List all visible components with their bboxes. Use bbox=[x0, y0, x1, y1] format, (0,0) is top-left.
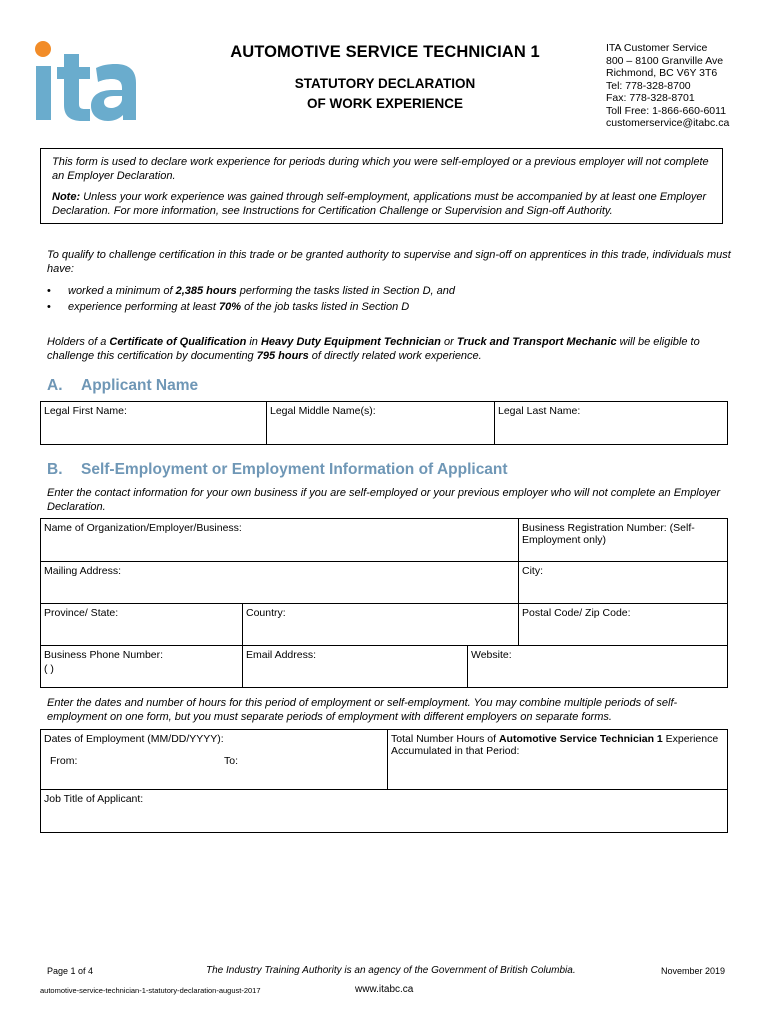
contact-line: 800 – 8100 Granville Ave bbox=[606, 54, 724, 67]
text: of directly related work experience. bbox=[308, 350, 482, 362]
text: worked a minimum of bbox=[68, 285, 176, 297]
field-label: Postal Code/ Zip Code: bbox=[522, 607, 631, 619]
applicant-name-table bbox=[40, 401, 728, 445]
section-b-instructions: Enter the contact information for your own business if you are self-employed or your previous employer who will not complete an Employer Declaration. bbox=[47, 487, 721, 513]
section-letter: B. bbox=[47, 461, 63, 478]
business-phone-field[interactable] bbox=[41, 646, 243, 688]
contact-line: Tel: 778-328-8700 bbox=[606, 79, 691, 92]
field-label: Website: bbox=[471, 649, 512, 661]
contact-email-link[interactable]: customerservice@itabc.ca bbox=[606, 117, 730, 129]
bold-text: Truck and Transport Mechanic bbox=[456, 336, 617, 348]
website-link[interactable]: www.itabc.ca bbox=[355, 984, 414, 995]
text: Total Number Hours of bbox=[391, 733, 499, 745]
dates-of-employment-field[interactable] bbox=[41, 730, 388, 790]
requirements-list bbox=[47, 284, 727, 316]
text: experience performing at least bbox=[68, 301, 220, 313]
section-title: Self-Employment or Employment Information of Applicant bbox=[81, 461, 508, 478]
contact-line: Toll Free: 1-866-660-6011 bbox=[606, 104, 727, 117]
city-field[interactable] bbox=[519, 562, 728, 604]
field-label: Province/ State: bbox=[44, 607, 119, 619]
total-hours-field[interactable] bbox=[388, 730, 728, 790]
intro-box bbox=[40, 148, 723, 224]
field-label: Country: bbox=[246, 607, 286, 619]
field-label: Business Registration Number: (Self-Employment only) bbox=[522, 522, 695, 546]
bold-text: Heavy Duty Equipment Technician bbox=[260, 336, 441, 348]
text: will be eligible to challenge this certification by documenting bbox=[47, 336, 700, 362]
legal-middle-name-field[interactable] bbox=[267, 402, 495, 445]
contact-table bbox=[40, 645, 728, 688]
to-label: To: bbox=[224, 755, 239, 767]
text: Holders of a bbox=[47, 336, 110, 348]
section-letter: A. bbox=[47, 377, 63, 394]
ita-logo bbox=[30, 40, 145, 122]
revision-date: November 2019 bbox=[661, 966, 726, 976]
website-field[interactable] bbox=[468, 646, 728, 688]
mailing-address-field[interactable] bbox=[41, 562, 519, 604]
intro-note bbox=[52, 190, 714, 218]
contact-line: Fax: 778-328-8701 bbox=[606, 92, 695, 104]
organization-name-field[interactable] bbox=[41, 519, 519, 562]
form-subtitle bbox=[160, 74, 610, 114]
agency-statement: The Industry Training Authority is an agency of the Government of British Columbia. bbox=[206, 965, 576, 976]
contact-block bbox=[606, 42, 766, 130]
location-table bbox=[40, 603, 728, 646]
text: in bbox=[246, 336, 261, 348]
file-name: automotive-service-technician-1-statutory-declaration-august-2017 bbox=[40, 986, 261, 995]
bold-text: 795 hours bbox=[256, 350, 309, 362]
field-label: Legal Middle Name(s): bbox=[270, 405, 376, 417]
field-label: Email Address: bbox=[246, 649, 317, 661]
requirement-item bbox=[47, 300, 727, 314]
text: Experience Accumulated in that Period: bbox=[391, 733, 719, 757]
bold-text: Certificate of Qualification bbox=[109, 336, 247, 348]
contact-line: Richmond, BC V6Y 3T6 bbox=[606, 67, 718, 79]
email-address-field[interactable] bbox=[243, 646, 468, 688]
field-label: Job Title of Applicant: bbox=[44, 793, 144, 805]
field-label: Dates of Employment (MM/DD/YYYY): bbox=[44, 733, 224, 745]
area-code-parens: ( ) bbox=[44, 663, 54, 675]
employer-info-table bbox=[40, 518, 728, 562]
form-title: AUTOMOTIVE SERVICE TECHNICIAN 1 bbox=[230, 43, 540, 61]
holders-text bbox=[47, 335, 737, 363]
note-text: Unless your work experience was gained through self-employment, applications must be accompanied by at least one Employer Declaration. For more information, see Instructions for Certification Challenge or Supervision and Sign-off Authority. bbox=[52, 191, 707, 217]
requirement-item bbox=[47, 284, 727, 298]
subtitle-line-2: OF WORK EXPERIENCE bbox=[306, 96, 463, 111]
hours-value: 2,385 hours bbox=[175, 285, 237, 297]
subtitle-line-1: STATUTORY DECLARATION bbox=[294, 76, 476, 91]
page-number: Page 1 of 4 bbox=[47, 966, 94, 976]
text: of the job tasks listed in Section D bbox=[241, 301, 410, 313]
field-label: Business Phone Number: bbox=[44, 649, 164, 661]
field-label: Mailing Address: bbox=[44, 565, 122, 577]
postal-code-field[interactable] bbox=[519, 604, 728, 646]
legal-first-name-field[interactable] bbox=[41, 402, 267, 445]
legal-last-name-field[interactable] bbox=[495, 402, 728, 445]
address-table bbox=[40, 561, 728, 604]
intro-paragraph: This form is used to declare work experience for periods during which you were self-employed or a previous employer will not complete an Employer Declaration. bbox=[52, 156, 709, 182]
field-label: Legal First Name: bbox=[44, 405, 127, 417]
dates-table bbox=[40, 729, 728, 833]
contact-line: ITA Customer Service bbox=[606, 42, 708, 54]
section-b-heading bbox=[47, 461, 508, 479]
qualify-text: To qualify to challenge certification in this trade or be granted authority to supervise and sign-off on apprentices in this trade, individuals must have: bbox=[47, 249, 731, 275]
text: performing the tasks listed in Section D, and bbox=[236, 285, 456, 297]
field-label: City: bbox=[522, 565, 543, 577]
dates-instructions: Enter the dates and number of hours for this period of employment or self-employment. You may combine multiple periods of self-employment on one form, but you must separate periods of employment with different employers on separate forms. bbox=[47, 697, 678, 723]
field-label: Legal Last Name: bbox=[498, 405, 581, 417]
business-registration-field[interactable] bbox=[519, 519, 728, 562]
note-label: Note: bbox=[52, 191, 81, 203]
percent-value: 70% bbox=[219, 301, 242, 313]
from-label: From: bbox=[50, 755, 78, 767]
field-label: Name of Organization/Employer/Business: bbox=[44, 522, 242, 534]
job-title-field[interactable] bbox=[41, 790, 728, 833]
country-field[interactable] bbox=[243, 604, 519, 646]
province-state-field[interactable] bbox=[41, 604, 243, 646]
trade-name: Automotive Service Technician 1 bbox=[498, 733, 663, 745]
section-title: Applicant Name bbox=[81, 377, 199, 394]
section-a-heading bbox=[47, 377, 198, 395]
text: or bbox=[440, 336, 457, 348]
